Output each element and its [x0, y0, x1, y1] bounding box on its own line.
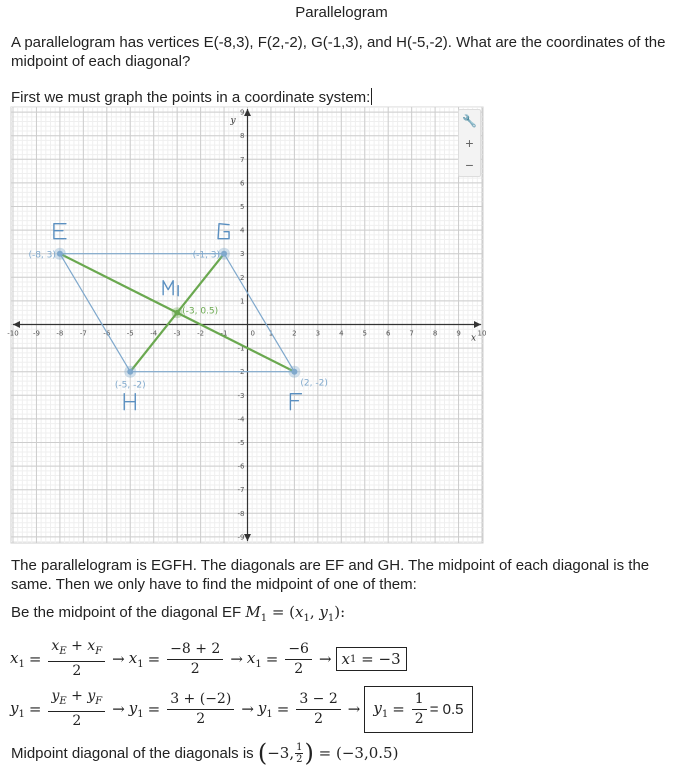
midpoint-definition: $M_1 = (x_1$, $y_1$): — [245, 603, 346, 624]
x1-sub-numerator: −8 + 2 — [167, 641, 223, 660]
x-tick-label: -9 — [32, 329, 40, 338]
x-tick-label: 2 — [292, 329, 297, 338]
text-cursor — [371, 88, 372, 105]
x1-sub2-denominator: 2 — [294, 660, 304, 677]
y1-formula-denominator: 2 — [72, 712, 82, 729]
y1-sub-denominator: 2 — [196, 710, 206, 727]
y-tick-label: -3 — [237, 391, 245, 400]
point-label-f: (2, -2) — [300, 378, 328, 389]
y-tick-label: 4 — [240, 226, 245, 235]
x-tick-label: 6 — [385, 329, 391, 338]
y-coordinate-equation: $y_1$ = $\frac{y_E + y_F}{2}$ → $y_1$ = $\frac{3 + (-2)}{2}$ → $y_1$ = $\frac{3 - 2}{2}$ → $y_1$ = $\frac{1}{2}$ = 0.5 — [10, 686, 473, 732]
y-tick-label: 1 — [240, 297, 245, 306]
x-tick-label: -4 — [150, 329, 158, 338]
point-label-e: (-8, 3) — [28, 250, 56, 261]
x-axis-name: x — [471, 333, 477, 344]
y-tick-label: -1 — [237, 344, 245, 353]
point-e — [57, 251, 63, 257]
y-tick-label: 5 — [240, 203, 245, 211]
y-tick-label: 6 — [240, 179, 245, 188]
page-title: Parallelogram — [295, 4, 388, 21]
y-tick-label: -8 — [237, 509, 245, 518]
point-label-h: (-5, -2) — [114, 380, 146, 391]
y1-result-numerator: 1 — [412, 691, 427, 710]
y1-result-decimal: = 0.5 — [429, 700, 464, 718]
explanation-text: The parallelogram is EGFH. The diagonals are EF and GH. The midpoint of each diagonal is the same. Then we only have to find the midpoint of one of them: — [11, 557, 650, 593]
y1-result-box: $y_1$ = $\frac{1}{2}$ = 0.5 — [364, 686, 472, 733]
x1-sub2-numerator: −6 — [285, 641, 312, 660]
y-tick-label: 3 — [240, 250, 245, 259]
x-tick-label: -1 — [220, 329, 228, 338]
final-answer — [11, 741, 398, 765]
x-tick-label: -3 — [173, 329, 181, 338]
final-answer-math: ( −3, $\frac{1}{2}$ ) = (−3,0.5) — [257, 739, 399, 767]
midpoint-m1 — [174, 310, 180, 316]
x-tick-label: -5 — [126, 329, 134, 338]
final-answer-label: Midpoint diagonal of the diagonals is — [11, 744, 254, 762]
midpoint-statement — [11, 603, 679, 628]
midpoint-label: (-3, 0.5) — [182, 306, 219, 317]
y-tick-label: -5 — [237, 439, 245, 447]
y1-result-denominator: 2 — [414, 710, 424, 727]
x-tick-label: 8 — [432, 329, 438, 338]
x1-sub-denominator: 2 — [190, 660, 200, 677]
y-tick-label: 9 — [240, 108, 245, 117]
plus-icon[interactable]: + — [465, 135, 474, 151]
y-tick-label: -4 — [237, 415, 245, 424]
graph-intro-text — [11, 88, 679, 107]
x-tick-label: -2 — [197, 329, 205, 338]
x-tick-label: -7 — [79, 329, 87, 338]
x-tick-label: -6 — [103, 329, 111, 338]
graph-toolbox — [458, 109, 481, 177]
x1-result-box: x 1 = −3 — [336, 647, 407, 671]
y-tick-label: 8 — [240, 132, 245, 141]
y1-sub2-denominator: 2 — [314, 710, 324, 727]
x-tick-label: 1 — [268, 329, 274, 338]
point-h — [127, 369, 133, 375]
y-axis-name: y — [230, 116, 236, 126]
question-text: A parallelogram has vertices E(-8,3), F(2,-2), G(-1,3), and H(-5,-2). What are the coordinates of the midpoint of each diagonal? — [11, 34, 666, 70]
point-g — [221, 251, 227, 257]
x-tick-label: 10 — [477, 329, 487, 338]
minus-icon[interactable]: − — [465, 157, 474, 173]
midpoint-statement-label: Be the midpoint of the diagonal EF — [11, 604, 242, 621]
origin-label: 0 — [250, 329, 255, 338]
x-tick-label: -8 — [56, 329, 64, 338]
x-tick-label: 4 — [339, 329, 344, 338]
wrench-icon[interactable]: 🔧 — [462, 114, 477, 128]
graph-intro-label: First we must graph the points in a coordinate system: — [11, 89, 371, 106]
y-tick-label: -7 — [237, 486, 245, 495]
x-tick-label: 9 — [456, 329, 461, 338]
y1-formula-numerator: $y_E + y_F$ — [48, 688, 105, 712]
y-tick-label: 2 — [240, 273, 245, 282]
y-tick-label: -9 — [237, 533, 245, 542]
y1-sub-numerator: 3 + (−2) — [167, 691, 234, 710]
x1-formula-numerator: $x_E + x_F$ — [48, 638, 105, 662]
x-tick-label: 5 — [362, 329, 367, 338]
x1-formula-denominator: 2 — [72, 662, 82, 679]
final-answer-decimal: = (−3,0.5) — [318, 744, 399, 762]
x-tick-label: 3 — [315, 329, 321, 338]
y1-sub2-numerator: 3 − 2 — [296, 691, 340, 710]
x-coordinate-equation: $x_1$ = $\frac{x_E + x_F}{2}$ → $x_1$ = $\frac{-8 + 2}{2}$ → $x_1$ = $\frac{-6}{2}$ → x 1 = −3 — [10, 636, 407, 682]
x-tick-label: 7 — [409, 329, 414, 338]
y-tick-label: -6 — [237, 462, 245, 471]
point-f — [291, 369, 297, 375]
y-tick-label: 7 — [240, 155, 245, 164]
coordinate-graph[interactable] — [7, 107, 487, 543]
y-tick-label: -2 — [237, 368, 245, 377]
x-tick-label: -10 — [7, 329, 19, 338]
point-label-g: (-1, 3) — [192, 250, 221, 261]
